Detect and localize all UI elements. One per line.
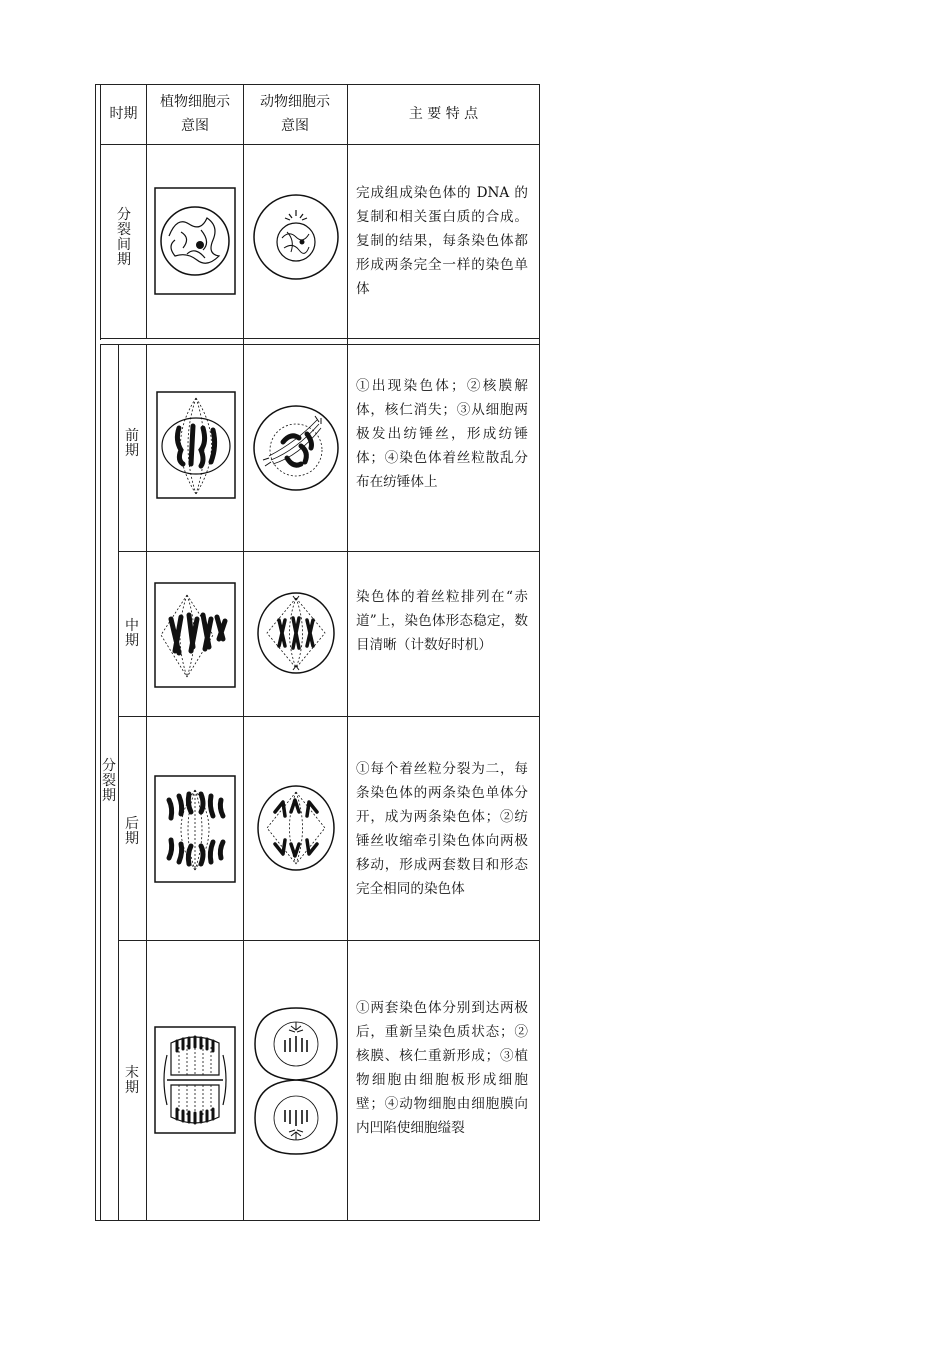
metaphase-description: 染色体的着丝粒排列在“赤道”上，染色体形态稳定，数目清晰（计数好时机） xyxy=(356,589,528,653)
col-line-1-top xyxy=(146,84,147,339)
animal-metaphase-figure xyxy=(255,590,337,676)
animal-interphase-figure xyxy=(251,192,341,282)
col-line-1-bottom xyxy=(146,345,147,1221)
row-divider-4 xyxy=(118,940,540,941)
row-divider-2 xyxy=(118,551,540,552)
col-line-3 xyxy=(347,84,348,1221)
header-features: 主 要 特 点 xyxy=(408,106,479,122)
metaphase-label: 中期 xyxy=(125,618,139,649)
border-top xyxy=(95,84,540,85)
prophase-description: ①出现染色体；②核膜解体，核仁消失；③从细胞两极发出纺锤丝，形成纺锤体；④染色体着丝粒散乱分布在纺锤体上 xyxy=(356,378,528,490)
row-divider-3 xyxy=(118,716,540,717)
interphase-label: 分裂间期 xyxy=(117,207,131,268)
plant-metaphase-figure xyxy=(153,581,237,689)
animal-telophase-figure xyxy=(253,1006,339,1156)
header-animal: 动物细胞示意图 xyxy=(260,94,330,134)
cell-division-table xyxy=(95,84,540,1221)
animal-anaphase-figure xyxy=(255,782,337,874)
border-left xyxy=(95,84,96,1221)
mitosis-label: 分裂期 xyxy=(102,758,116,804)
col-line-2 xyxy=(243,84,244,1221)
row-divider-1 xyxy=(100,338,540,339)
col-line-sub xyxy=(118,345,119,1221)
anaphase-label: 后期 xyxy=(125,816,139,847)
prophase-label: 前期 xyxy=(125,428,139,459)
telophase-label: 末期 xyxy=(125,1065,139,1096)
interphase-description: 完成组成染色体的 DNA 的复制和相关蛋白质的合成。复制的结果，每条染色体都形成两条完全一样的染色单体 xyxy=(356,185,528,297)
plant-interphase-figure xyxy=(153,186,237,296)
row-divider-1b xyxy=(100,344,540,345)
plant-telophase-figure xyxy=(153,1025,237,1135)
telophase-description: ①两套染色体分别到达两极后，重新呈染色质状态；②核膜、核仁重新形成；③植物细胞由细胞板形成细胞壁；④动物细胞由细胞膜向内凹陷使细胞缢裂 xyxy=(356,1000,528,1136)
border-right xyxy=(539,84,540,1221)
anaphase-description: ①每个着丝粒分裂为二，每条染色体的两条染色单体分开，成为两条染色体；②纺锤丝收缩牵引染色体向两极移动，形成两套数目和形态完全相同的染色体 xyxy=(356,761,528,897)
plant-prophase-figure xyxy=(155,390,237,500)
header-plant: 植物细胞示意图 xyxy=(160,94,230,134)
header-divider xyxy=(100,144,540,145)
header-stage: 时期 xyxy=(109,106,138,122)
border-bottom xyxy=(95,1220,540,1221)
plant-anaphase-figure xyxy=(153,774,237,884)
animal-prophase-figure xyxy=(251,402,341,494)
